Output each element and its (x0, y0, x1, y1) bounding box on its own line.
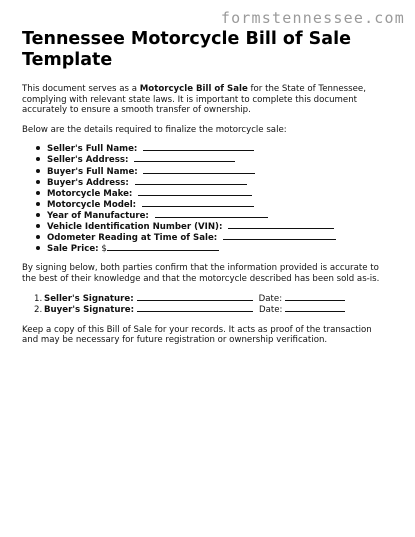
field-motorcycle-make (35, 188, 388, 199)
signature-label: Buyer's Signature: (44, 304, 135, 315)
field-label: Vehicle Identification Number (VIN): (47, 222, 223, 233)
details-intro: Below are the details required to finalize the motorcycle sale: (22, 124, 287, 135)
document-page (22, 29, 388, 346)
field-buyer-address (35, 177, 388, 188)
seller-signature-blank[interactable] (137, 293, 253, 301)
buyer-date-blank[interactable] (285, 304, 345, 312)
motorcycle-make-blank[interactable] (138, 188, 252, 196)
year-blank[interactable] (155, 210, 268, 218)
date-label: Date: (258, 293, 283, 304)
field-seller-address (35, 154, 388, 165)
field-label: Seller's Address: (47, 155, 129, 166)
date-label: Date: (259, 304, 283, 315)
sale-details-list (22, 143, 388, 254)
confirmation-paragraph: By signing below, both parties confirm that the information provided is accurate to the best of their knowledge and that the motorcycle described has been sold as-is. (22, 263, 380, 284)
seller-name-blank[interactable] (143, 143, 254, 151)
field-vin (35, 221, 388, 232)
sale-price-blank[interactable] (107, 243, 219, 251)
buyer-signature-line (34, 304, 388, 315)
field-sale-price (35, 243, 388, 254)
field-label: Motorcycle Model: (47, 199, 137, 210)
field-buyer-name (35, 166, 388, 177)
field-label: Seller's Full Name: (47, 144, 138, 155)
seller-date-blank[interactable] (285, 293, 345, 301)
field-value: $ (101, 244, 107, 255)
intro-bold-term: Motorcycle Bill of Sale (139, 84, 248, 94)
field-label: Odometer Reading at Time of Sale: (47, 233, 218, 244)
field-motorcycle-model (35, 199, 388, 210)
intro-paragraph (22, 84, 388, 116)
seller-signature-line (34, 293, 388, 304)
field-odometer (35, 232, 388, 243)
signature-label: Seller's Signature: (44, 293, 134, 304)
buyer-name-blank[interactable] (143, 166, 255, 174)
list-number: 1. (34, 293, 43, 304)
field-label: Year of Manufacture: (47, 210, 149, 221)
motorcycle-model-blank[interactable] (142, 199, 254, 207)
vin-blank[interactable] (228, 221, 334, 229)
document-title: Tennessee Motorcycle Bill of Sale Template (22, 29, 351, 70)
list-number: 2. (34, 304, 43, 315)
field-seller-name (35, 143, 388, 154)
seller-address-blank[interactable] (134, 154, 235, 162)
field-label: Motorcycle Make: (47, 188, 133, 199)
intro-text-before: This document serves as a (22, 84, 140, 94)
odometer-blank[interactable] (223, 232, 336, 240)
signature-list (22, 293, 388, 315)
field-label: Buyer's Full Name: (47, 166, 138, 177)
site-watermark: formstennessee.com (220, 9, 405, 27)
field-year-of-manufacture (35, 210, 388, 221)
buyer-signature-blank[interactable] (137, 304, 253, 312)
closing-paragraph: Keep a copy of this Bill of Sale for your records. It acts as proof of the transaction and may be necessary for future registration or ownership verification. (22, 324, 372, 346)
field-label: Buyer's Address: (47, 177, 129, 188)
intro-text-after: for the State of Tennessee, complying with relevant state laws. It is important to complete this document accurately to ensure a smooth transfer of ownership. (22, 84, 366, 116)
buyer-address-blank[interactable] (135, 177, 247, 185)
field-label: Sale Price: (47, 244, 99, 255)
